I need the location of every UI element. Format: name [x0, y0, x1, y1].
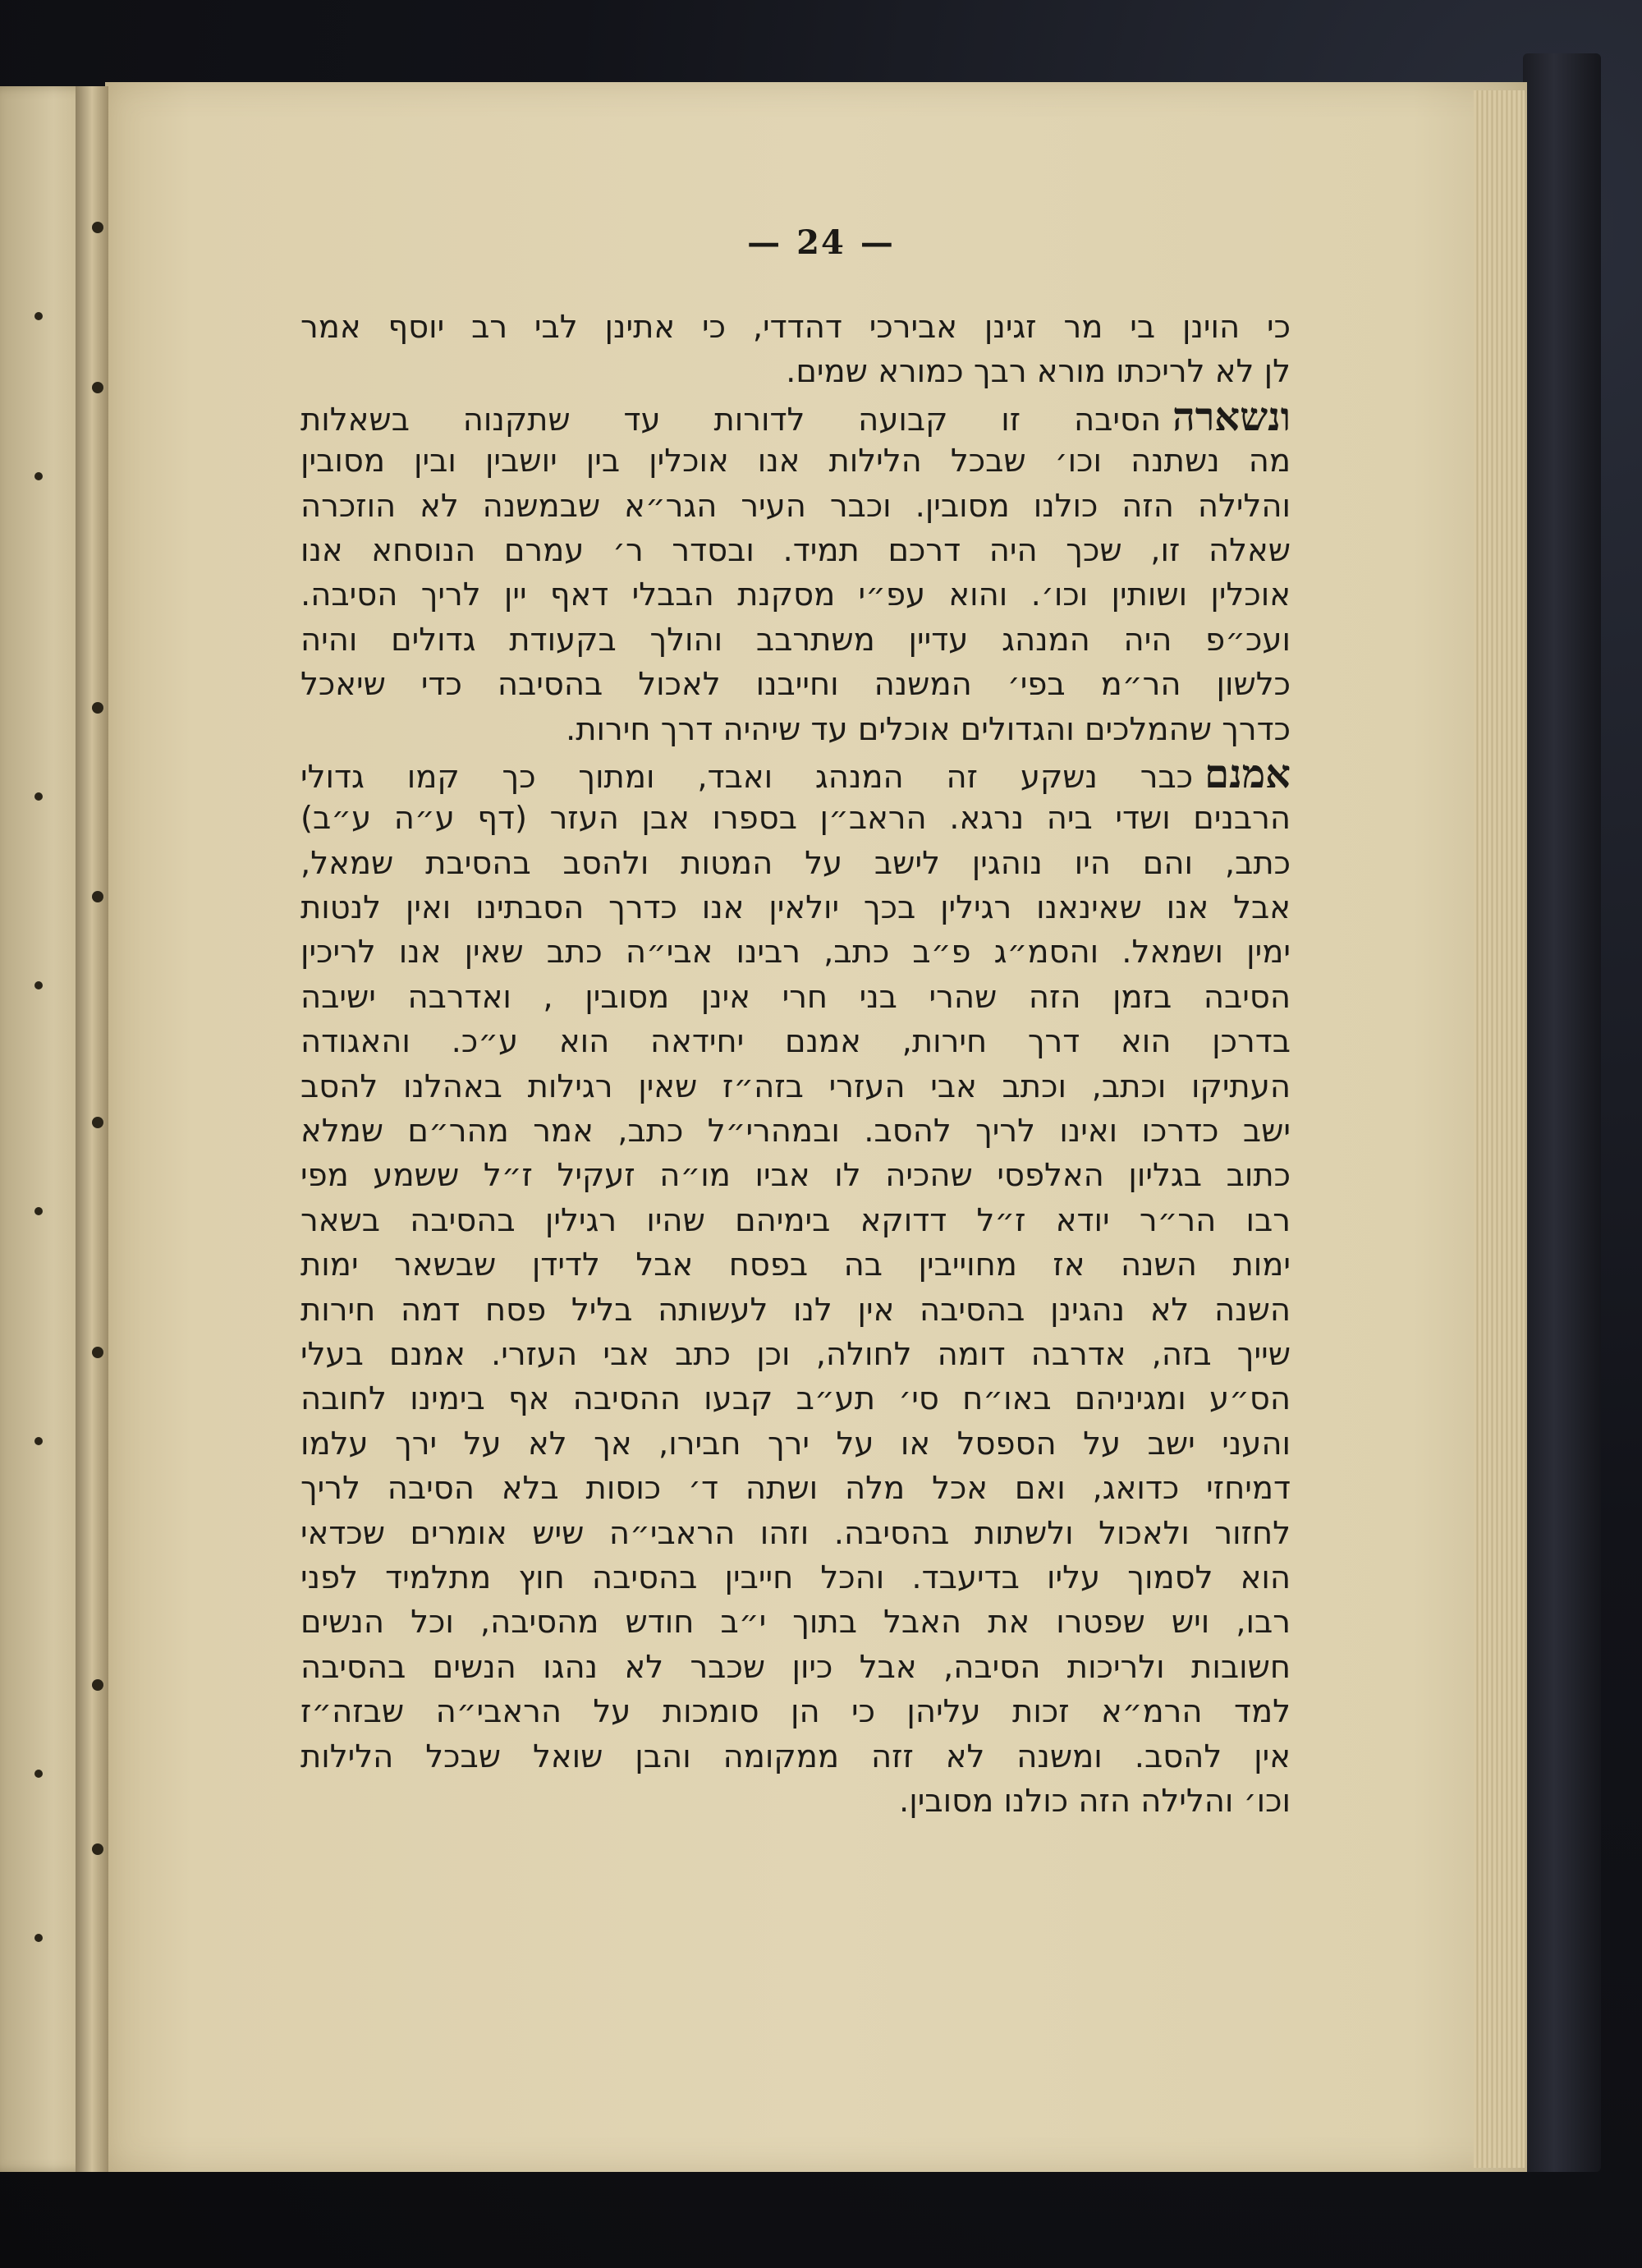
text-line-content: כתב, והם היו נוהגין לישב על המטות ולהסב בהסיבת שמאל, [300, 844, 1291, 882]
stitch-hole [34, 472, 43, 480]
text-line-content: שייך בזה, אדרבה דומה לחולה, וכן כתב אבי העזרי. אמנם בעלי [300, 1335, 1291, 1373]
text-line [300, 618, 1291, 663]
text-line [300, 1600, 1291, 1645]
text-line [300, 1779, 1291, 1824]
text-line-content: ימין ושמאל. והסמ״ג פ״ב כתב, רבינו אבי״ה כתב שאין אנו לריכין [300, 934, 1291, 971]
text-line [300, 573, 1291, 618]
cover-edge [1523, 53, 1601, 2172]
paragraph-lead-word: אמנם [1204, 751, 1291, 797]
text-line-content: אבל אנו שאינאנו רגילין בכך יולאין אנו כדרך הסבתינו ואין לנטות [300, 889, 1291, 927]
text-line [300, 1109, 1291, 1154]
text-line-content: לחזור ולאכול ולשתות בהסיבה. וזהו הראבי״ה שיש אומרים שכדאי [300, 1514, 1291, 1552]
page-number-dash-right: — [860, 223, 895, 262]
text-line [300, 1422, 1291, 1467]
text-line-content: אוכלין ושותין וכו׳. והוא עפ״י מסקנת הבבלי דאף יין לריך הסיבה. [300, 576, 1291, 614]
stitch-hole [92, 1347, 103, 1358]
text-line-content: השנה לא נהגינן בהסיבה אין לנו לעשותה בליל פסח דמה חירות [300, 1291, 1291, 1329]
text-line [300, 842, 1291, 886]
page-number [0, 223, 1642, 262]
text-line-content: וכו׳ והלילה הזה כולנו מסובין. [899, 1782, 1291, 1820]
stitch-hole [92, 1843, 103, 1855]
text-line-content: כדרך שהמלכים והגדולים אוכלים עד שיהיה דרך חירות. [566, 710, 1291, 748]
stitch-hole [92, 1679, 103, 1691]
text-line [300, 1199, 1291, 1243]
page-number-value: 24 [796, 223, 846, 262]
text-line [300, 395, 1291, 439]
text-line-content: הוא לסמוך עליו בדיעבד. והכל חייבין בהסיבה חוץ מתלמיד לפני [300, 1559, 1291, 1596]
text-line [300, 1020, 1291, 1064]
text-line [300, 1154, 1291, 1198]
text-line-content: העתיקו וכתב, וכתב אבי העזרי בזה״ז שאין רגילות באהלנו להסב [300, 1067, 1291, 1105]
text-line-content: שאלה זו, שכך היה דרכם תמיד. ובסדר ר׳ עמרם הנוסחא אנו [300, 531, 1291, 569]
stitch-hole [34, 312, 43, 320]
stitch-hole [34, 1934, 43, 1942]
text-line-content: כתוב בגליון האלפסי שהכיה לו אביו מו״ה זעקיל ז״ל ששמע מפי [300, 1157, 1291, 1195]
text-line-content: כבר נשקע זה המנהג ואבד, ומתוך כך קמו גדולי [300, 758, 1194, 796]
text-line-content: דמיחזי כדואג, ואם אכל מלה ושתה ד׳ כוסות בלא הסיבה לריך [300, 1470, 1291, 1508]
stitch-hole [34, 1437, 43, 1445]
text-line [300, 1065, 1291, 1109]
text-line-content: הרבנים ושדי ביה נרגא. הראב״ן בספרו אבן העזר (דף ע״ה ע״ב) [300, 800, 1291, 838]
text-line [300, 305, 1291, 350]
text-line-content: הסיבה זו קבועה לדורות עד שתקנוה בשאלות [300, 401, 1162, 438]
page-edges [1474, 90, 1525, 2168]
text-line-content: והלילה הזה כולנו מסובין. וכבר העיר הגר״א שבמשנה לא הוזכרה [300, 487, 1291, 525]
text-line-content: הס״ע ומגיניהם באו״ח סי׳ תע״ב קבעו ההסיבה אף בימינו לחובה [300, 1380, 1291, 1418]
stitch-hole [34, 1770, 43, 1778]
text-line-content: ימות השנה אז מחוייבין בה בפסח אבל לדידן שבשאר ימות [300, 1246, 1291, 1284]
stitch-hole [34, 792, 43, 801]
text-line [300, 1467, 1291, 1511]
text-line [300, 797, 1291, 841]
text-line [300, 529, 1291, 573]
text-line-content: חשובות ולריכות הסיבה, אבל כיון שכבר לא נהגו הנשים בהסיבה [300, 1648, 1291, 1686]
text-line-content: ועכ״פ היה המנהג עדיין משתרבב והולך בקעודת גדולים והיה [300, 621, 1291, 659]
stitch-hole [92, 382, 103, 393]
text-line-content: אין להסב. ומשנה לא זזה ממקומה והבן שואל שבכל הלילות [300, 1738, 1291, 1775]
stitch-hole [34, 1207, 43, 1215]
text-line [300, 1333, 1291, 1377]
stitch-hole [92, 891, 103, 902]
text-line [300, 484, 1291, 529]
stitch-hole [92, 1117, 103, 1128]
stitch-hole [92, 702, 103, 714]
body-text [300, 305, 1291, 1824]
text-line [300, 1646, 1291, 1690]
text-line-content: רבו, ויש שפטרו את האבל בתוך י״ב חודש מהסיבה, וכל הנשים [300, 1604, 1291, 1641]
book-gutter [76, 86, 108, 2172]
text-line [300, 1243, 1291, 1288]
text-line-content: ישב כדרכו ואינו לריך להסב. ובמהרי״ל כתב, אמר מהר״ם שמלא [300, 1113, 1291, 1150]
text-line-content: מה נשתנה וכו׳ שבכל הלילות אנו אוכלין בין יושבין ובין מסובין [300, 443, 1291, 480]
text-line [300, 1288, 1291, 1333]
text-line-content: כי הוינן בי מר זגינן אבירכי דהדדי, כי אתינן לבי רב יוסף אמר [300, 309, 1291, 346]
text-line [300, 350, 1291, 394]
text-line [300, 1690, 1291, 1734]
paragraph-lead-word: ונשארה [1172, 394, 1291, 440]
text-line [300, 1512, 1291, 1556]
text-line-content: רבו הר״ר יודא ז״ל דדוקא בימיהם שהיו רגילין בהסיבה בשאר [300, 1201, 1291, 1239]
page-number-dash-left: — [747, 223, 782, 262]
text-line-content: למד הרמ״א זכות עליהן כי הן סומכות על הראבי״ה שבזה״ז [300, 1693, 1291, 1731]
text-line [300, 886, 1291, 930]
text-line [300, 1735, 1291, 1779]
text-line-content: לן לא לריכתו מורא רבך כמורא שמים. [786, 353, 1291, 391]
text-line [300, 1556, 1291, 1600]
text-line [300, 930, 1291, 975]
text-line [300, 1377, 1291, 1421]
text-line [300, 976, 1291, 1020]
text-line [300, 708, 1291, 752]
text-line-content: בדרכן הוא דרך חירות, אמנם יחידאה הוא ע״כ. והאגודה [300, 1023, 1291, 1061]
text-line-content: הסיבה בזמן הזה שהרי בני חרי אינן מסובין , ואדרבה ישיבה [300, 978, 1291, 1016]
text-line [300, 752, 1291, 797]
text-line [300, 663, 1291, 707]
text-line-content: והעני ישב על הספסל או על ירך חבירו, אך לא על ירך עלמו [300, 1425, 1291, 1462]
stitch-hole [34, 981, 43, 989]
text-line [300, 439, 1291, 484]
text-line-content: כלשון הר״מ בפי׳ המשנה וחייבנו לאכול בהסיבה כדי שיאכל [300, 666, 1291, 704]
